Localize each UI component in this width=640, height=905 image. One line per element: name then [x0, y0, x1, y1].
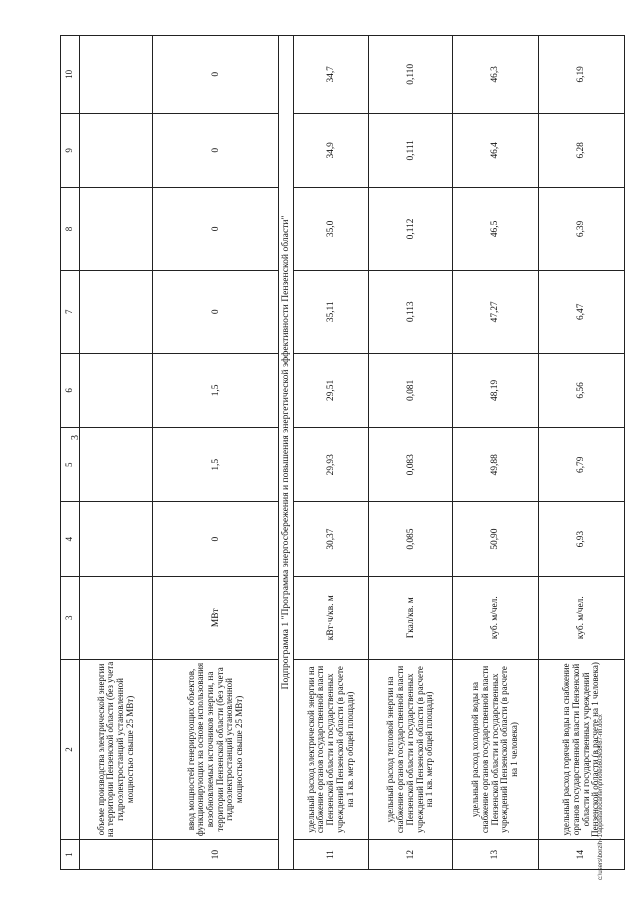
value-cell: 46,5 — [453, 188, 539, 271]
value-cell: 35,11 — [293, 270, 368, 353]
value-cell — [80, 188, 153, 271]
value-cell: 0 — [153, 113, 279, 187]
value-cell: 1,5 — [153, 353, 279, 427]
value-cell: 0,113 — [369, 270, 453, 353]
unit-cell: Гкал/кв. м — [369, 576, 453, 659]
value-cell: 0,083 — [369, 428, 453, 502]
value-cell: 0,081 — [369, 353, 453, 427]
unit-cell: кВт·ч/кв. м — [293, 576, 368, 659]
col-header: 7 — [61, 270, 80, 353]
indicator-name: ввод мощностей генерирующих объектов, функционирующих на основе использования возобновляемых источников энергии, на территории Пензенской области (без учета гидроэлектростанций установленной мощностью свыше 25 МВт) — [153, 659, 279, 840]
page-number: 3 — [70, 435, 81, 440]
subprogram-title: Подпрограмма 1 "Программа энергосбережения и повышения энергетической эффективности Пензенской области" — [279, 36, 294, 870]
table-row — [539, 36, 625, 870]
value-cell: 34,9 — [293, 113, 368, 187]
value-cell: 0,112 — [369, 188, 453, 271]
table-row — [369, 36, 453, 870]
value-cell: 29,93 — [293, 428, 368, 502]
value-cell — [80, 502, 153, 576]
value-cell: 34,7 — [293, 36, 368, 114]
value-cell: 0 — [153, 270, 279, 353]
value-cell: 0,111 — [369, 113, 453, 187]
value-cell: 6,47 — [539, 270, 625, 353]
value-cell: 47,27 — [453, 270, 539, 353]
value-cell: 0 — [153, 188, 279, 271]
value-cell — [80, 270, 153, 353]
value-cell — [80, 428, 153, 502]
col-header: 6 — [61, 353, 80, 427]
subprogram-row — [279, 36, 294, 870]
value-cell: 0,110 — [369, 36, 453, 114]
table-row — [293, 36, 368, 870]
value-cell: 48,19 — [453, 353, 539, 427]
value-cell: 0 — [153, 502, 279, 576]
header-row — [61, 36, 80, 870]
row-number: 11 — [293, 840, 368, 870]
col-header: 10 — [61, 36, 80, 114]
value-cell: 50,90 — [453, 502, 539, 576]
table-row — [80, 36, 153, 870]
indicator-name: удельный расход тепловой энергии на снабжение органов государственной власти Пензенской области и государственных учреждений Пензенской области (в расчете на 1 кв. метр общей площади) — [369, 659, 453, 840]
value-cell: 6,79 — [539, 428, 625, 502]
value-cell: 30,37 — [293, 502, 368, 576]
table-row — [453, 36, 539, 870]
file-path-footer: c:\users\borzih~1\appdata\local\temp\notes603e38\87-пп.docx — [598, 714, 604, 880]
value-cell: 6,19 — [539, 36, 625, 114]
col-header: 1 — [61, 840, 80, 870]
rotated-page — [60, 35, 625, 870]
value-cell: 6,39 — [539, 188, 625, 271]
value-cell: 6,56 — [539, 353, 625, 427]
value-cell: 0,085 — [369, 502, 453, 576]
value-cell: 46,4 — [453, 113, 539, 187]
value-cell — [80, 353, 153, 427]
col-header: 4 — [61, 502, 80, 576]
row-number: 10 — [153, 840, 279, 870]
value-cell: 35,0 — [293, 188, 368, 271]
col-header: 8 — [61, 188, 80, 271]
table-row — [153, 36, 279, 870]
value-cell — [80, 36, 153, 114]
col-header: 5 — [61, 428, 80, 502]
value-cell: 1,5 — [153, 428, 279, 502]
value-cell: 6,28 — [539, 113, 625, 187]
indicator-name: удельный расход электрической энергии на снабжение органов государственной власти Пензенской области и государственных учреждений Пензенской области (в расчете на 1 кв. метр общей площади) — [293, 659, 368, 840]
row-number — [80, 840, 153, 870]
unit-cell: куб. м/чел. — [453, 576, 539, 659]
indicator-name: удельный расход холодной воды на снабжение органов государственной власти Пензенской области и государственных учреждений Пензенской области (в расчете на 1 человека) — [453, 659, 539, 840]
unit-cell: куб. м/чел. — [539, 576, 625, 659]
col-header: 2 — [61, 659, 80, 840]
indicator-name: удельный расход горячей воды на снабжение органов государственной власти Пензенской области и государственных учреждений Пензенской области (в расчете на 1 человека) — [539, 659, 625, 840]
unit-cell: МВт — [153, 576, 279, 659]
unit-cell — [80, 576, 153, 659]
value-cell: 29,51 — [293, 353, 368, 427]
value-cell: 6,93 — [539, 502, 625, 576]
col-header: 3 — [61, 576, 80, 659]
indicator-name: объеме производства электрической энергии на территории Пензенской области (без учета гидроэлектростанций установленной мощностью свыше 25 МВт) — [80, 659, 153, 840]
row-number: 14 — [539, 840, 625, 870]
value-cell: 0 — [153, 36, 279, 114]
value-cell: 46,3 — [453, 36, 539, 114]
value-cell: 49,88 — [453, 428, 539, 502]
row-number: 12 — [369, 840, 453, 870]
col-header: 9 — [61, 113, 80, 187]
row-number: 13 — [453, 840, 539, 870]
indicators-table — [60, 35, 625, 870]
value-cell — [80, 113, 153, 187]
